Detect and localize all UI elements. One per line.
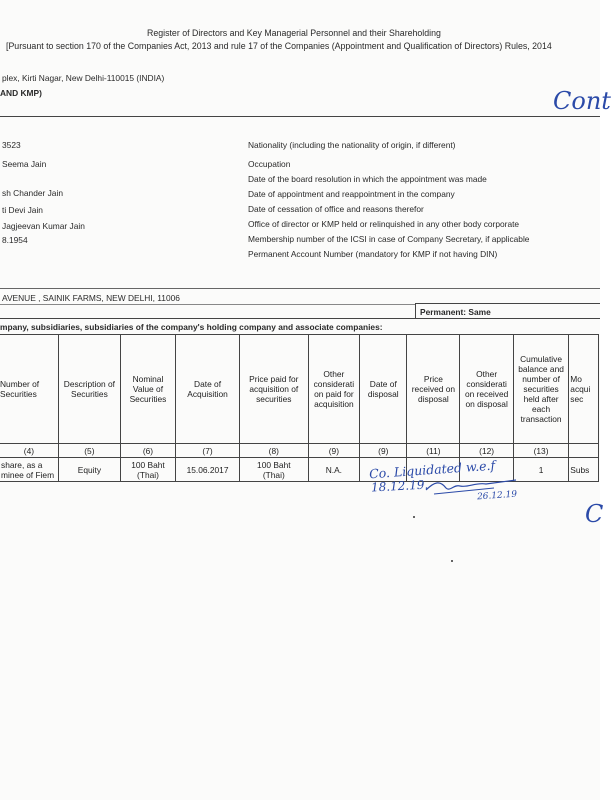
appointment-date-label: Date of appointment and reappointment in the company xyxy=(248,189,455,199)
cell-price-paid: 100 Baht (Thai) xyxy=(240,458,309,482)
num-14 xyxy=(569,444,599,458)
divider-address xyxy=(0,288,600,289)
speck-1 xyxy=(413,516,415,518)
company-address: plex, Kirti Nagar, New Delhi-110015 (INDIA) xyxy=(2,73,165,83)
divider-top xyxy=(0,116,600,117)
col-mode-of-acquisition: Mo acqui sec xyxy=(569,335,599,444)
cell-cumulative-balance: 1 xyxy=(513,458,568,482)
mother-name: ti Devi Jain xyxy=(2,205,43,215)
permanent-box-top xyxy=(415,303,600,304)
spouse-name: Jagjeevan Kumar Jain xyxy=(2,221,85,231)
handwritten-liquidation-date: 18.12.19. xyxy=(370,477,429,495)
col-other-consideration-received: Other considerati on received on disposal xyxy=(460,335,513,444)
col-date-of-acquisition: Date of Acquisition xyxy=(176,335,240,444)
col-price-paid: Price paid for acquisition of securities xyxy=(240,335,309,444)
num-4: (4) xyxy=(0,444,58,458)
divider-address-bottom xyxy=(0,304,415,305)
securities-heading: mpany, subsidiaries, subsidiaries of the company's holding company and associate companies: xyxy=(0,322,383,332)
director-name: Seema Jain xyxy=(2,159,47,169)
present-address: AVENUE , SAINIK FARMS, NEW DELHI, 11006 xyxy=(2,293,180,303)
cell-mode: Subs xyxy=(569,458,599,482)
register-subtitle: [Pursuant to section 170 of the Companies Act, 2013 and rule 17 of the Companies (Appointment and Qualification of Directors) Rules, 2014 xyxy=(6,41,552,51)
num-11: (11) xyxy=(407,444,460,458)
board-resolution-label: Date of the board resolution in which the appointment was made xyxy=(248,174,487,184)
col-description-of-securities: Description of Securities xyxy=(58,335,120,444)
col-date-of-disposal: Date of disposal xyxy=(360,335,407,444)
divider-permanent xyxy=(0,318,600,319)
handwritten-liquidated-note: Co. Liquidated w.e.f xyxy=(368,457,496,482)
col-nominal-value: Nominal Value of Securities xyxy=(120,335,175,444)
cell-other-consideration: N.A. xyxy=(308,458,360,482)
register-title: Register of Directors and Key Managerial Personnel and their Shareholding xyxy=(147,28,441,38)
cessation-label: Date of cessation of office and reasons therefor xyxy=(248,204,424,214)
col-price-received: Price received on disposal xyxy=(407,335,460,444)
icsi-membership-label: Membership number of the ICSI in case of Company Secretary, if applicable xyxy=(248,234,530,244)
num-8: (8) xyxy=(240,444,309,458)
occupation-label: Occupation xyxy=(248,159,291,169)
permanent-address: Permanent: Same xyxy=(420,307,491,317)
cell-nominal-value: 100 Baht (Thai) xyxy=(120,458,175,482)
num-6: (6) xyxy=(120,444,175,458)
handwritten-margin-c: C xyxy=(585,500,604,528)
speck-2 xyxy=(451,560,453,562)
permanent-box-left xyxy=(415,303,416,318)
table-number-row xyxy=(0,444,599,458)
din-value: 3523 xyxy=(2,140,21,150)
table-header-row xyxy=(0,335,599,444)
father-name: sh Chander Jain xyxy=(2,188,63,198)
num-7: (7) xyxy=(176,444,240,458)
num-12: (12) xyxy=(460,444,513,458)
section-label: AND KMP) xyxy=(0,88,42,98)
col-cumulative-balance: Cumulative balance and number of securities held after each transaction xyxy=(513,335,568,444)
securities-table xyxy=(0,334,599,482)
col-other-consideration-paid: Other considerati on paid for acquisition xyxy=(308,335,360,444)
handwritten-cont: Cont xyxy=(553,87,611,115)
num-9b: (9) xyxy=(360,444,407,458)
num-9a: (9) xyxy=(308,444,360,458)
handwritten-sign-date: 26.12.19 xyxy=(476,489,518,503)
nationality-label: Nationality (including the nationality of origin, if different) xyxy=(248,140,456,150)
office-held-label: Office of director or KMP held or relinquished in any other body corporate xyxy=(248,219,520,229)
date-of-birth: 8.1954 xyxy=(2,235,28,245)
cell-date-acquisition: 15.06.2017 xyxy=(176,458,240,482)
cell-number-of-securities: share, as a minee of Fiem xyxy=(0,458,58,482)
col-number-of-securities: Number of Securities xyxy=(0,335,58,444)
num-13: (13) xyxy=(513,444,568,458)
pan-label: Permanent Account Number (mandatory for KMP if not having DIN) xyxy=(248,249,498,259)
cell-description: Equity xyxy=(58,458,120,482)
num-5: (5) xyxy=(58,444,120,458)
